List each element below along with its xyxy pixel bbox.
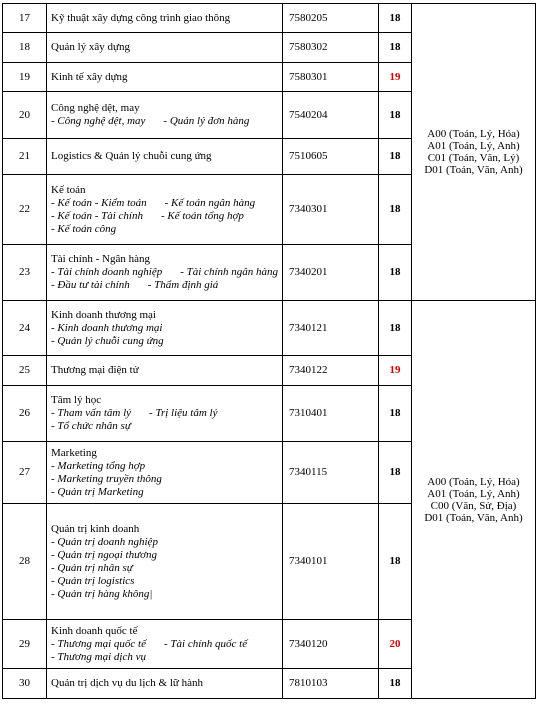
row-number: 26 [3, 386, 47, 442]
benchmark-score: 18 [379, 442, 412, 504]
program-name: Kinh doanh quốc tế [51, 624, 138, 637]
specialization: - Tài chính doanh nghiệp [51, 266, 163, 278]
benchmark-score: 18 [379, 245, 412, 301]
specialization: - Kinh doanh thương mại [51, 321, 163, 334]
specialization: - Quản lý chuỗi cung ứng [51, 334, 164, 347]
program-code: 7810103 [283, 669, 379, 699]
subject-combination: D01 (Toán, Văn, Anh) [424, 164, 523, 176]
row-number: 29 [3, 620, 47, 669]
specialization: - Kế toán tổng hợp [160, 209, 244, 222]
program-name-cell [47, 386, 283, 442]
program-name: Logistics & Quản lý chuỗi cung ứng [51, 150, 212, 162]
benchmark-score: 18 [379, 669, 412, 699]
row-number: 21 [3, 139, 47, 175]
program-code: 7340122 [283, 356, 379, 386]
row-number: 28 [3, 504, 47, 620]
program-name: Tâm lý học [51, 394, 102, 406]
program-name-cell [47, 356, 283, 386]
specialization-line [51, 638, 282, 651]
program-name-cell [47, 33, 283, 63]
program-name-cell [47, 63, 283, 92]
program-code: 7540204 [283, 92, 379, 139]
program-name-cell [47, 301, 283, 356]
specialization-line [51, 420, 282, 433]
specialization: - Trị liệu tâm lý [149, 407, 218, 419]
benchmark-score: 18 [379, 504, 412, 620]
specialization-line [51, 460, 282, 473]
specialization: - Marketing truyền thông [51, 472, 162, 485]
specialization: - Quản trị Marketing [51, 485, 144, 498]
row-number: 18 [3, 33, 47, 63]
program-name: Marketing [51, 446, 97, 459]
specialization-line [51, 536, 282, 549]
program-name: Tài chính - Ngân hàng [51, 253, 150, 265]
subject-combination: A00 (Toán, Lý, Hóa) [427, 128, 520, 140]
specialization-line [51, 197, 282, 210]
benchmark-score: 18 [379, 301, 412, 356]
program-name: Kỹ thuật xây dựng công trình giao thông [51, 11, 231, 24]
subject-combination: A01 (Toán, Lý, Anh) [427, 140, 520, 152]
benchmark-score: 18 [379, 139, 412, 175]
program-code: 7340120 [283, 620, 379, 669]
program-name-cell [47, 4, 283, 33]
admission-scores-table [2, 3, 536, 699]
specialization: - Quản trị ngoại thương [51, 548, 157, 561]
row-number: 19 [3, 63, 47, 92]
benchmark-score: 18 [379, 386, 412, 442]
specialization-line [51, 279, 282, 292]
program-name-cell [47, 139, 283, 175]
program-name: Kinh tế xây dựng [51, 70, 128, 83]
specialization: - Quản trị logistics [51, 574, 135, 587]
specialization-line [51, 486, 282, 499]
program-code: 7580302 [283, 33, 379, 63]
benchmark-score: 18 [379, 33, 412, 63]
specialization: - Công nghệ dệt, may [51, 115, 146, 127]
program-name: Công nghệ dệt, may [51, 102, 140, 114]
program-code: 7580301 [283, 63, 379, 92]
subject-combinations [412, 4, 536, 301]
specialization: - Đầu tư tài chính [51, 279, 130, 291]
specialization: - Quản trị hàng không| [51, 587, 153, 600]
specialization: - Thương mại dịch vụ [51, 650, 146, 663]
specialization: - Kế toán - Kiểm toán [51, 196, 147, 209]
row-number: 30 [3, 669, 47, 699]
program-name-cell [47, 245, 283, 301]
specialization: - Kế toán ngân hàng [164, 196, 256, 209]
program-name-cell [47, 442, 283, 504]
row-number: 25 [3, 356, 47, 386]
program-name-cell [47, 620, 283, 669]
program-code: 7340121 [283, 301, 379, 356]
subject-combination: C01 (Toán, Văn, Lý) [427, 152, 520, 164]
specialization: - Quản lý đơn hàng [163, 115, 250, 127]
program-code: 7340201 [283, 245, 379, 301]
benchmark-score: 19 [379, 63, 412, 92]
program-name: Thương mại điện tử [51, 364, 139, 376]
subject-combination: D01 (Toán, Văn, Anh) [424, 511, 523, 524]
benchmark-score: 18 [379, 4, 412, 33]
specialization-line [51, 562, 282, 575]
program-name: Kinh doanh thương mại [51, 308, 156, 321]
specialization-line [51, 651, 282, 664]
specialization-line [51, 575, 282, 588]
specialization: - Quản trị doanh nghiệp [51, 535, 158, 548]
specialization: - Kế toán - Tài chính [51, 209, 143, 222]
program-name-cell [47, 92, 283, 139]
specialization: - Tài chính quốc tế [163, 637, 248, 650]
specialization: - Kế toán công [51, 222, 117, 235]
benchmark-score: 18 [379, 175, 412, 245]
table-row [3, 4, 536, 33]
program-code: 7510605 [283, 139, 379, 175]
specialization-line [51, 588, 282, 601]
row-number: 23 [3, 245, 47, 301]
program-name: Quản trị kinh doanh [51, 522, 140, 535]
specialization-line [51, 223, 282, 236]
benchmark-score: 19 [379, 356, 412, 386]
specialization-line [51, 322, 282, 335]
program-name-cell [47, 669, 283, 699]
specialization-line [51, 549, 282, 562]
benchmark-score: 18 [379, 92, 412, 139]
specialization: - Marketing tổng hợp [51, 459, 146, 472]
specialization-line [51, 473, 282, 486]
program-code: 7310401 [283, 386, 379, 442]
subject-combination: A00 (Toán, Lý, Hóa) [427, 475, 520, 488]
specialization: - Quản trị nhân sự [51, 561, 133, 574]
subject-combinations [412, 301, 536, 699]
program-code: 7580205 [283, 4, 379, 33]
specialization: - Thương mại quốc tế [51, 637, 146, 650]
program-name: Quản lý xây dựng [51, 41, 130, 53]
specialization-line [51, 266, 282, 279]
row-number: 17 [3, 4, 47, 33]
specialization: - Thẩm định giá [147, 279, 219, 291]
program-code: 7340115 [283, 442, 379, 504]
program-name-cell [47, 175, 283, 245]
program-code: 7340301 [283, 175, 379, 245]
row-number: 20 [3, 92, 47, 139]
row-number: 24 [3, 301, 47, 356]
table-row [3, 301, 536, 356]
specialization-line [51, 210, 282, 223]
specialization-line [51, 335, 282, 348]
specialization: - Tham vấn tâm lý [51, 407, 132, 419]
specialization-line [51, 115, 282, 128]
program-name: Quản trị dịch vụ du lịch & lữ hành [51, 677, 203, 689]
subject-combination: C00 (Văn, Sử, Địa) [430, 499, 517, 512]
specialization: - Tổ chức nhân sự [51, 420, 131, 432]
program-name: Kế toán [51, 183, 86, 196]
row-number: 22 [3, 175, 47, 245]
benchmark-score: 20 [379, 620, 412, 669]
row-number: 27 [3, 442, 47, 504]
subject-combination: A01 (Toán, Lý, Anh) [427, 487, 520, 500]
program-code: 7340101 [283, 504, 379, 620]
specialization-line [51, 407, 282, 420]
specialization: - Tài chính ngân hàng [180, 266, 278, 278]
program-name-cell [47, 504, 283, 620]
